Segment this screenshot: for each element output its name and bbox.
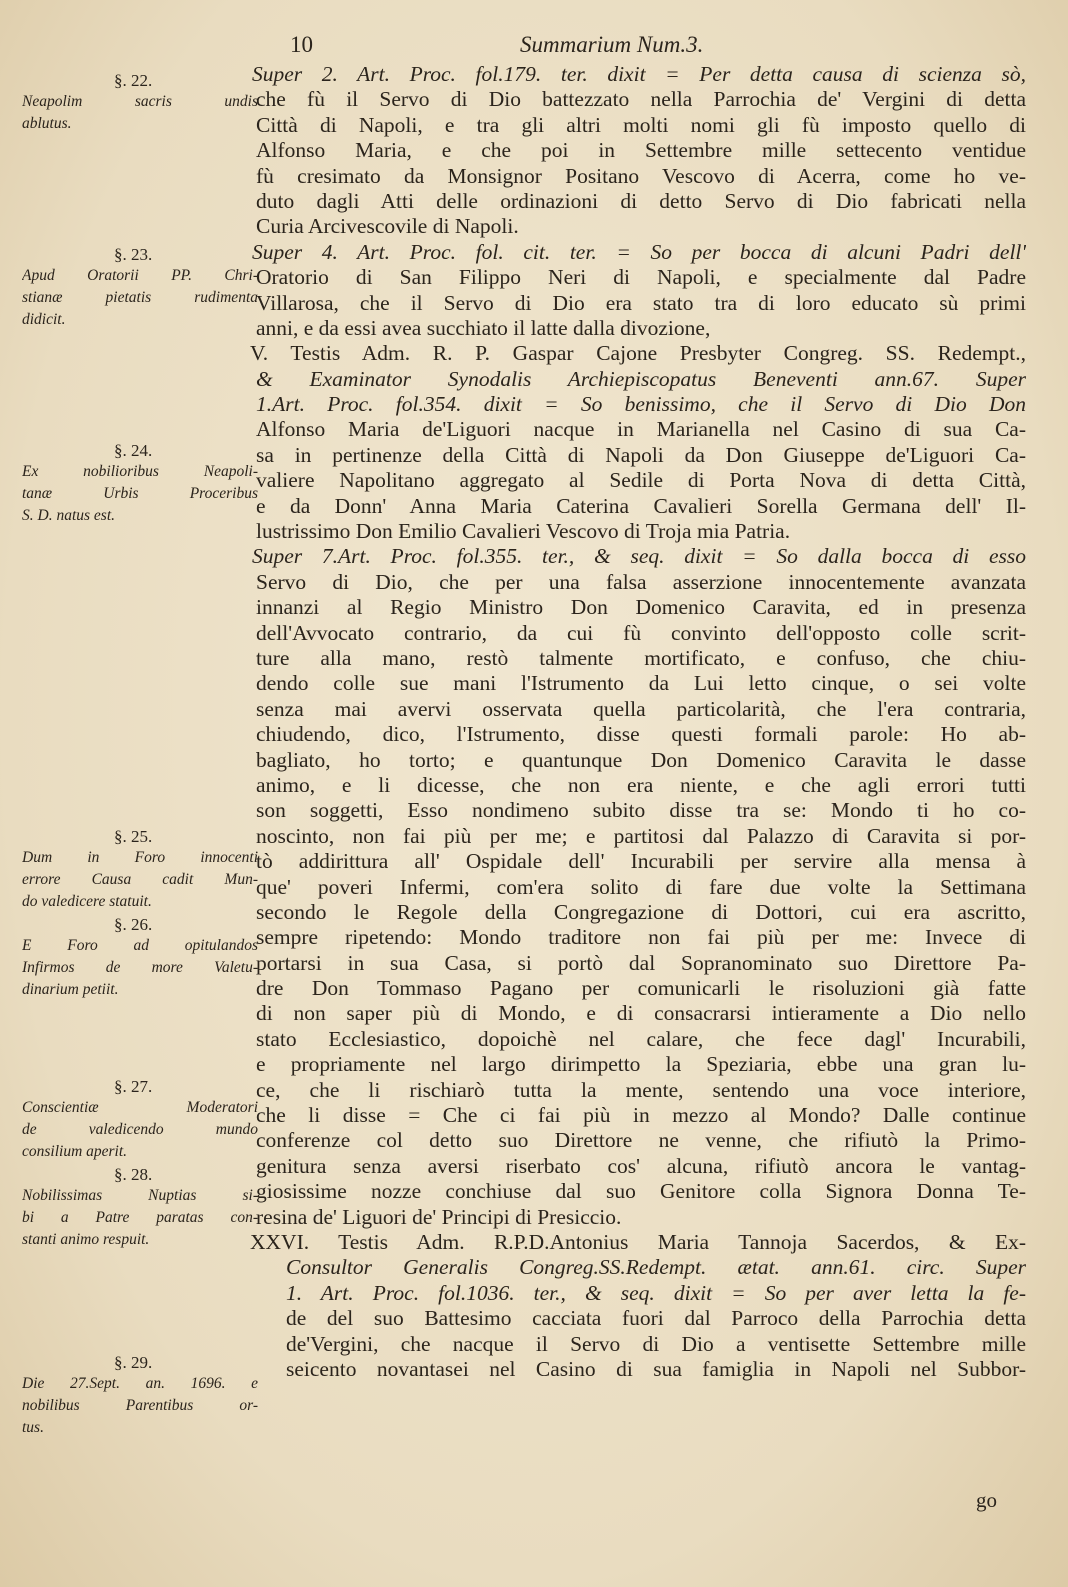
margin-note-line: Ex nobilioribus Neapoli- xyxy=(22,463,258,480)
margin-note-line: tanæ Urbis Proceribus xyxy=(22,485,258,502)
text-line: bagliato, ho torto; e quantunque Don Domenico Caravita le dasse xyxy=(256,747,1026,772)
text-line: e propriamente nel largo dirimpetto la Speziaria, ebbe una gran lu- xyxy=(256,1052,1026,1077)
section-number: §. 27. xyxy=(114,1077,153,1096)
text-line: noscinto, non fai più per me; e partitosi dal Palazzo di Caravita si por- xyxy=(256,823,1026,848)
text-line: Villarosa, che il Servo di Dio era stato tra di loro educato sù primi xyxy=(256,290,1026,315)
text-line: sa in pertinenze della Città di Napoli da Don Giuseppe de'Liguori Ca- xyxy=(256,442,1026,467)
section-number: §. 28. xyxy=(114,1165,153,1184)
text-line: e da Donn' Anna Maria Caterina Cavalieri Sorella Germana dell' Il- xyxy=(256,493,1026,518)
text-line: resina de' Liguori de' Principi di Presiccio. xyxy=(256,1204,622,1229)
text-line: lustrissimo Don Emilio Cavalieri Vescovo di Troja mia Patria. xyxy=(256,519,791,544)
margin-note xyxy=(22,1352,258,1439)
margin-note-line: consilium aperit. xyxy=(22,1143,128,1160)
text-line: fù cresimato da Monsignor Positano Vescovo di Acerra, come ho ve- xyxy=(256,163,1026,188)
text-line: 1. Art. Proc. fol.1036. ter., & seq. dixit = So per aver letta la fe- xyxy=(286,1280,1026,1305)
text-line: dendo colle sue mani l'Istrumento da Lui letto cinque, o sei volte xyxy=(256,671,1026,696)
text-line: Alfonso Maria de'Liguori nacque in Marianella nel Casino di sua Ca- xyxy=(256,417,1026,442)
text-line: son soggetti, Esso nondimeno subito disse tra se: Mondo ti ho co- xyxy=(256,798,1026,823)
margin-note-line: Conscientiæ Moderatori xyxy=(22,1099,258,1116)
text-line: & Examinator Synodalis Archiepiscopatus Beneventi ann.67. Super xyxy=(256,366,1026,391)
margin-note-line: tus. xyxy=(22,1419,44,1436)
main-text-column xyxy=(250,62,1026,1382)
margin-note-line: Nobilissimas Nuptias si- xyxy=(22,1187,258,1204)
text-line: XXVI. Testis Adm. R.P.D.Antonius Maria Tannoja Sacerdos, & Ex- xyxy=(250,1229,1026,1254)
text-line: dell'Avvocato contrario, da cui fù convinto dell'opposto colle scrit- xyxy=(256,620,1026,645)
text-line: che fù il Servo di Dio battezzato nella Parrochia de' Vergini di detta xyxy=(256,87,1026,112)
margin-note xyxy=(22,440,258,527)
text-line: innanzi al Regio Ministro Don Domenico Caravita, ed in presenza xyxy=(256,595,1026,620)
catchword: go xyxy=(976,1488,997,1512)
text-line: Oratorio di San Filippo Neri di Napoli, e specialmente dal Padre xyxy=(256,265,1026,290)
text-line: seicento novantasei nel Casino di sua famiglia in Napoli nel Subbor- xyxy=(286,1356,1026,1381)
text-line: conferenze col detto suo Direttore ne venne, che rifiutò la Primo- xyxy=(256,1128,1026,1153)
section-number: §. 25. xyxy=(114,827,153,846)
margin-note xyxy=(22,1164,258,1251)
margin-note-line: E Foro ad opitulandos xyxy=(22,937,258,954)
text-line: ture alla mano, restò talmente mortificato, e confuso, che chiu- xyxy=(256,645,1026,670)
text-line: Alfonso Maria, e che poi in Settembre mille settecento ventidue xyxy=(256,138,1026,163)
text-line: stato Ecclesiastico, dopoichè nel calare, che fece dagl' Incurabili, xyxy=(256,1026,1026,1051)
text-line: sempre ripetendo: Mondo traditore non fai più per me: Invece di xyxy=(256,925,1026,950)
margin-note-line: S. D. natus est. xyxy=(22,507,115,524)
text-line: 1.Art. Proc. fol.354. dixit = So benissimo, che il Servo di Dio Don xyxy=(256,392,1026,417)
text-line: Consultor Generalis Congreg.SS.Redempt. ætat. ann.61. circ. Super xyxy=(286,1255,1026,1280)
text-line: Città di Napoli, e tra gli altri molti nomi gli fù imposto quello di xyxy=(256,112,1026,137)
text-line: V. Testis Adm. R. P. Gaspar Cajone Presbyter Congreg. SS. Redempt., xyxy=(250,341,1026,366)
text-line: dre Don Tommaso Pagano per comunicarli le risoluzioni già fatte xyxy=(256,976,1026,1001)
text-line: que' poveri Infermi, com'era solito di fare due volte la Settimana xyxy=(256,874,1026,899)
margin-note-line: Die 27.Sept. an. 1696. e xyxy=(22,1375,258,1392)
text-line: che li disse = Che ci fai più in mezzo al Mondo? Dalle continue xyxy=(256,1103,1026,1128)
text-line: Servo di Dio, che per una falsa asserzione innocentemente avanzata xyxy=(256,569,1026,594)
margin-note-line: nobilibus Parentibus or- xyxy=(22,1397,258,1414)
text-line: ce, che li rischiarò tutta la mente, sentendo una voce interiore, xyxy=(256,1077,1026,1102)
text-line: tò addirittura all' Ospidale dell' Incurabili per servire alla mensa à xyxy=(256,849,1026,874)
margin-note-line: do valedicere statuit. xyxy=(22,893,152,910)
text-line: senza mai avervi osservata quella particolarità, che l'era contraria, xyxy=(256,696,1026,721)
text-line: Curia Arcivescovile di Napoli. xyxy=(256,214,519,239)
text-line: Super 7.Art. Proc. fol.355. ter., & seq. dixit = So dalla bocca di esso xyxy=(252,544,1026,569)
margin-note-line: stianæ pietatis rudimenta xyxy=(22,289,258,306)
text-line: portarsi in sua Casa, si portò dal Sopranominato suo Direttore Pa- xyxy=(256,950,1026,975)
section-number: §. 29. xyxy=(114,1353,153,1372)
margin-note-line: errore Causa cadit Mun- xyxy=(22,871,258,888)
running-title: Summarium Num.3. xyxy=(520,32,704,57)
margin-note-line: Neapolim sacris undis xyxy=(22,93,258,110)
text-line: di non saper più di Mondo, e di consacrarsi intieramente a Dio nello xyxy=(256,1001,1026,1026)
text-line: anni, e da essi avea succhiato il latte dalla divozione, xyxy=(256,315,711,340)
margin-note-line: Dum in Foro innocenti xyxy=(22,849,258,866)
text-line: duto dagli Atti delle ordinazioni di detto Servo di Dio fabricati nella xyxy=(256,188,1026,213)
margin-note xyxy=(22,244,258,331)
margin-note xyxy=(22,914,258,1001)
margin-note-line: ablutus. xyxy=(22,115,72,132)
margin-note xyxy=(22,70,258,135)
text-line: genitura senza aversi riserbato cos' alcuna, rifiutò ancora le vantag- xyxy=(256,1153,1026,1178)
margin-note-line: de valedicendo mundo xyxy=(22,1121,258,1138)
text-line: animo, e li dicesse, che non era niente, e che agli errori tutti xyxy=(256,772,1026,797)
text-line: de'Vergini, che nacque il Servo di Dio a ventisette Settembre mille xyxy=(286,1331,1026,1356)
margin-note-line: Apud Oratorii PP. Chri- xyxy=(22,267,258,284)
section-number: §. 26. xyxy=(114,915,153,934)
text-line: secondo le Regole della Congregazione di Dottori, cui era ascritto, xyxy=(256,899,1026,924)
margin-note-line: bi a Patre paratas con- xyxy=(22,1209,258,1226)
text-line: Super 2. Art. Proc. fol.179. ter. dixit = Per detta causa di scienza sò, xyxy=(252,62,1026,86)
text-line: Super 4. Art. Proc. fol. cit. ter. = So per bocca di alcuni Padri dell' xyxy=(252,239,1026,264)
text-line: de del suo Battesimo cacciata fuori dal Parroco della Parrochia detta xyxy=(286,1306,1026,1331)
margin-note-line: Infirmos de more Valetu- xyxy=(22,959,258,976)
section-number: §. 22. xyxy=(114,71,153,90)
section-number: §. 23. xyxy=(114,245,153,264)
text-line: chiudendo, dico, l'Istrumento, disse questi formali parole: Ho ab- xyxy=(256,722,1026,747)
margin-note xyxy=(22,1076,258,1163)
margin-note-line: stanti animo respuit. xyxy=(22,1231,150,1248)
margin-note-line: dinarium petiit. xyxy=(22,981,119,998)
page-number: 10 xyxy=(290,32,313,57)
margin-note xyxy=(22,826,258,913)
section-number: §. 24. xyxy=(114,441,153,460)
text-line: valiere Napolitano aggregato al Sedile di Porta Nova di detta Città, xyxy=(256,468,1026,493)
text-line: giosissime nozze conchiuse dal suo Genitore colla Signora Donna Te- xyxy=(256,1179,1026,1204)
margin-note-line: didicit. xyxy=(22,311,66,328)
